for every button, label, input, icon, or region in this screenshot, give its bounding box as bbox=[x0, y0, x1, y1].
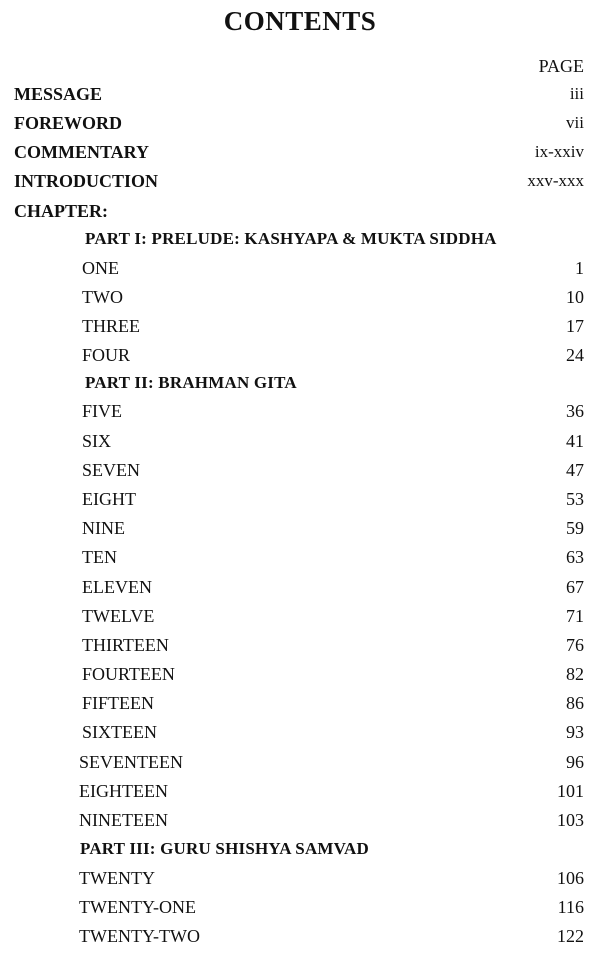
chapter-page: 67 bbox=[566, 577, 584, 597]
toc-entry-chapter[interactable] bbox=[0, 401, 600, 427]
chapter-page: 86 bbox=[566, 693, 584, 713]
toc-entry-foreword[interactable] bbox=[0, 113, 600, 139]
toc-entry-chapter[interactable] bbox=[0, 518, 600, 544]
toc-entry-page: xxv-xxx bbox=[527, 171, 584, 190]
toc-entry-label: CHAPTER: bbox=[14, 201, 108, 221]
part-heading bbox=[0, 229, 600, 255]
chapter-label: FOURTEEN bbox=[82, 664, 175, 684]
chapter-label: SEVENTEEN bbox=[79, 752, 183, 772]
toc-entry-chapter[interactable] bbox=[0, 316, 600, 342]
toc-entry-chapter[interactable] bbox=[0, 489, 600, 515]
toc-entry-page: ix-xxiv bbox=[534, 142, 584, 161]
chapter-page: 53 bbox=[566, 489, 584, 509]
toc-entry-label: COMMENTARY bbox=[14, 142, 150, 162]
toc-entry-label: FOREWORD bbox=[14, 113, 122, 133]
toc-entry-chapter[interactable] bbox=[0, 868, 600, 894]
chapter-page: 1 bbox=[575, 258, 584, 278]
toc-entry-introduction[interactable] bbox=[0, 171, 600, 197]
toc-entry-commentary[interactable] bbox=[0, 142, 600, 168]
toc-entry-chapter[interactable] bbox=[0, 781, 600, 807]
chapter-page: 24 bbox=[566, 345, 584, 365]
chapter-label: TWO bbox=[82, 287, 123, 307]
chapter-label: EIGHT bbox=[82, 489, 136, 509]
toc-entry-chapter[interactable] bbox=[0, 431, 600, 457]
toc-entry-chapter[interactable] bbox=[0, 547, 600, 573]
toc-entry-chapter[interactable] bbox=[0, 897, 600, 923]
chapter-label: TWELVE bbox=[82, 606, 155, 626]
toc-entry-chapter[interactable] bbox=[0, 606, 600, 632]
chapter-label: SIXTEEN bbox=[82, 722, 157, 742]
chapter-label: FOUR bbox=[82, 345, 131, 365]
chapter-page: 96 bbox=[566, 752, 584, 772]
part-title: PART I: PRELUDE: KASHYAPA & MUKTA SIDDHA bbox=[85, 229, 497, 248]
chapter-page: 47 bbox=[566, 460, 584, 480]
chapter-label: TWENTY bbox=[79, 868, 155, 888]
chapter-page: 76 bbox=[566, 635, 584, 655]
toc-entry-label: INTRODUCTION bbox=[14, 171, 159, 191]
chapter-page: 82 bbox=[566, 664, 584, 684]
chapter-label: THREE bbox=[82, 316, 140, 336]
page-column-heading: PAGE bbox=[538, 56, 584, 76]
chapter-page: 59 bbox=[566, 518, 584, 538]
toc-entry-page: vii bbox=[566, 113, 584, 132]
chapter-page: 106 bbox=[557, 868, 584, 888]
chapter-label: SEVEN bbox=[82, 460, 140, 480]
chapter-page: 10 bbox=[566, 287, 584, 307]
chapter-page: 122 bbox=[557, 926, 584, 946]
part-title: PART III: GURU SHISHYA SAMVAD bbox=[80, 839, 369, 858]
chapter-label: TEN bbox=[82, 547, 117, 567]
toc-entry-chapter[interactable] bbox=[0, 287, 600, 313]
chapter-label: EIGHTEEN bbox=[79, 781, 168, 801]
chapter-page: 103 bbox=[557, 810, 584, 830]
chapter-label: THIRTEEN bbox=[82, 635, 169, 655]
chapter-page: 71 bbox=[566, 606, 584, 626]
toc-entry-chapter[interactable] bbox=[0, 258, 600, 284]
chapter-heading bbox=[0, 201, 600, 227]
chapter-label: NINE bbox=[82, 518, 125, 538]
chapter-label: NINETEEN bbox=[79, 810, 168, 830]
toc-entry-chapter[interactable] bbox=[0, 693, 600, 719]
toc-entry-message[interactable] bbox=[0, 84, 600, 110]
toc-entry-chapter[interactable] bbox=[0, 722, 600, 748]
chapter-page: 36 bbox=[566, 401, 584, 421]
toc-entry-label: MESSAGE bbox=[14, 84, 103, 104]
chapter-label: FIFTEEN bbox=[82, 693, 154, 713]
toc-entry-chapter[interactable] bbox=[0, 460, 600, 486]
chapter-label: TWENTY-TWO bbox=[79, 926, 200, 946]
chapter-page: 63 bbox=[566, 547, 584, 567]
chapter-label: SIX bbox=[82, 431, 112, 451]
toc-entry-chapter[interactable] bbox=[0, 810, 600, 836]
chapter-label: FIVE bbox=[82, 401, 122, 421]
toc-entry-page: iii bbox=[569, 84, 584, 103]
chapter-label: ELEVEN bbox=[82, 577, 152, 597]
chapter-page: 101 bbox=[557, 781, 584, 801]
chapter-page: 17 bbox=[566, 316, 584, 336]
part-heading bbox=[0, 373, 600, 399]
toc-entry-chapter[interactable] bbox=[0, 635, 600, 661]
toc-entry-chapter[interactable] bbox=[0, 752, 600, 778]
toc-entry-chapter[interactable] bbox=[0, 664, 600, 690]
chapter-page: 116 bbox=[557, 897, 584, 917]
part-heading bbox=[0, 839, 600, 865]
chapter-page: 41 bbox=[566, 431, 584, 451]
page-title: CONTENTS bbox=[223, 6, 377, 36]
toc-entry-chapter[interactable] bbox=[0, 926, 600, 952]
chapter-page: 93 bbox=[566, 722, 584, 742]
chapter-label: ONE bbox=[82, 258, 119, 278]
chapter-label: TWENTY-ONE bbox=[79, 897, 196, 917]
part-title: PART II: BRAHMAN GITA bbox=[85, 373, 297, 392]
toc-entry-chapter[interactable] bbox=[0, 577, 600, 603]
toc-entry-chapter[interactable] bbox=[0, 345, 600, 371]
